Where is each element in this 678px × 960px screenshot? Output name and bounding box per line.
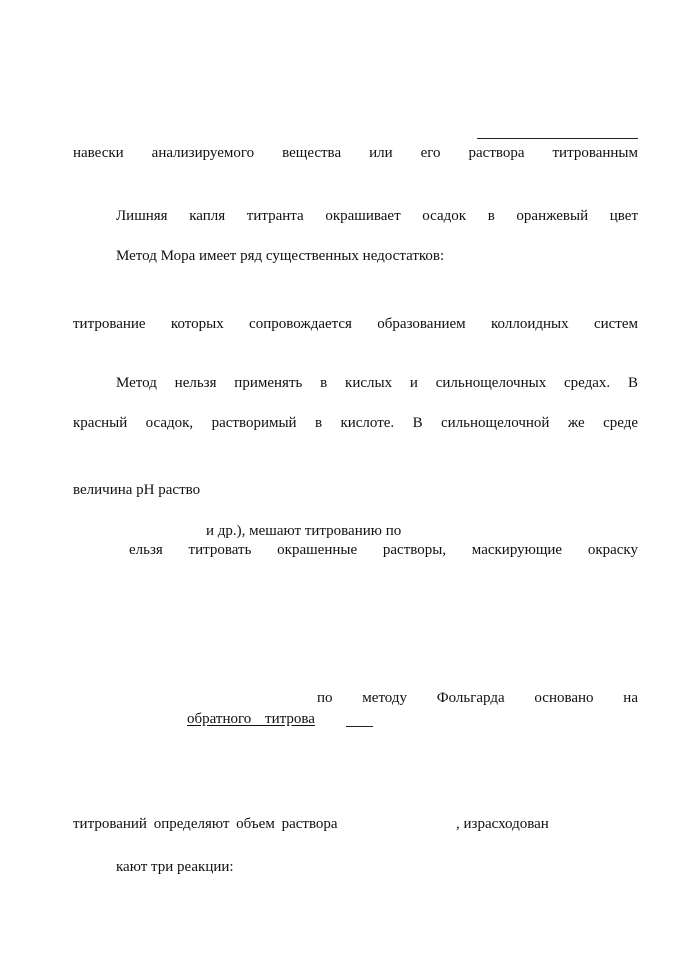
text-line-4: титрование которых сопровождается образованием коллоидных систем xyxy=(73,316,638,332)
text-line-13: кают три реакции: xyxy=(116,859,234,875)
underline-extension xyxy=(346,726,373,727)
top-rule xyxy=(477,138,638,139)
text-line-7: величина pH раство xyxy=(73,482,201,498)
text-line-1: навески анализируемого вещества или его раствора титрованным xyxy=(73,145,638,161)
text-line-12b: , израсходован xyxy=(456,816,549,832)
text-line-5: Метод нельзя применять в кислых и сильнощелочных средах. В xyxy=(116,375,638,391)
text-line-8: и др.), мешают титрованию по xyxy=(206,523,402,539)
text-line-9: ельзя титровать окрашенные растворы, маскирующие окраску xyxy=(129,542,638,558)
text-line-2: Лишняя капля титранта окрашивает осадок в оранжевый цвет xyxy=(116,208,638,224)
text-line-12a: титрований определяют объем раствора xyxy=(73,816,338,832)
text-line-10: по методу Фольгарда основано на xyxy=(317,690,638,706)
text-line-3: Метод Мора имеет ряд существенных недостатков: xyxy=(116,248,445,264)
text-line-6: красный осадок, растворимый в кислоте. В сильнощелочной же среде xyxy=(73,415,638,431)
text-line-11: обратного титрова xyxy=(187,711,315,727)
